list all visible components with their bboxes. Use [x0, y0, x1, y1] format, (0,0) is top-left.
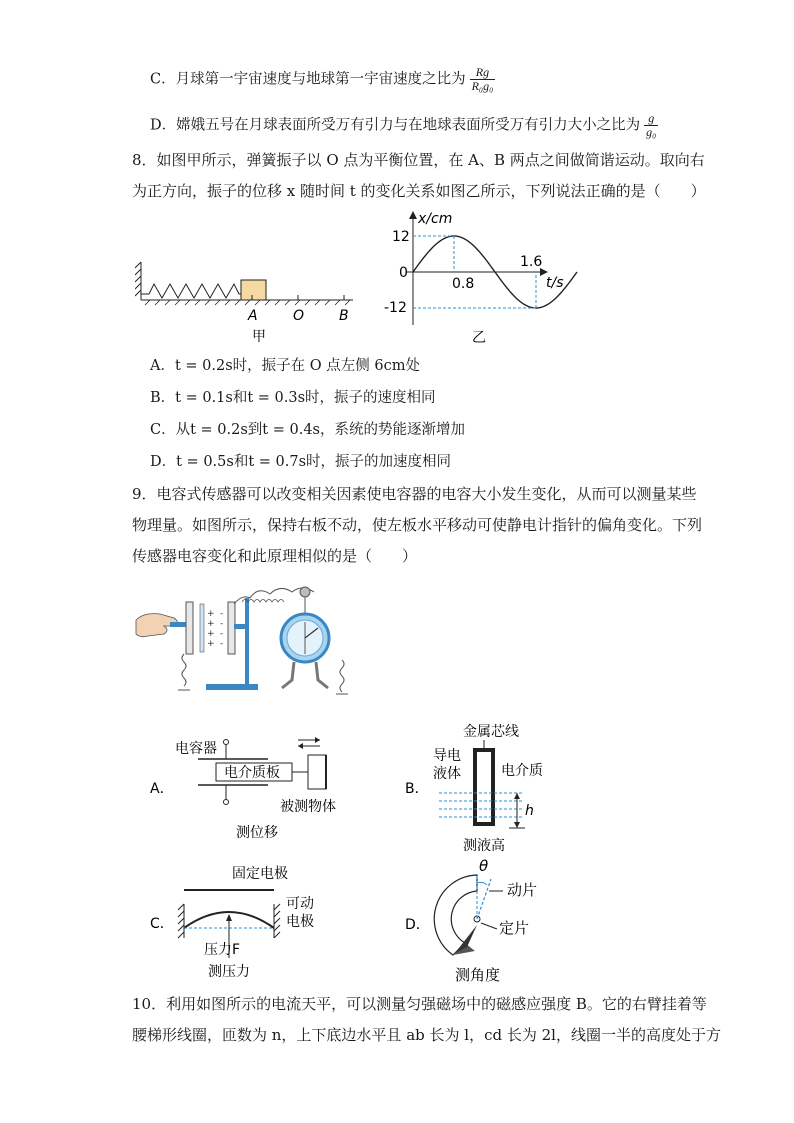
q7-option-d-text: D．嫦娥五号在月球表面所受万有引力与在地球表面所受万有引力大小之比为 [150, 117, 641, 134]
tick-label-0-8: 0.8 [452, 276, 475, 292]
q7-option-d-fraction [644, 112, 658, 139]
liquid-label-2: 液体 [433, 766, 461, 782]
q7-option-d [150, 112, 658, 139]
theta-label: θ [479, 857, 489, 875]
svg-text:+: + [207, 609, 215, 619]
q8-option-b: B．t = 0.1s和t = 0.3s时，振子的速度相同 [150, 390, 436, 406]
q9-stem-line2: 物理量。如图所示，保持右板不动，使左板水平移动可使静电计指针的偏角变化。下列 [132, 516, 703, 534]
core-label: 金属芯线 [463, 724, 519, 740]
q8-option-c: C．从t = 0.2s到t = 0.4s，系统的势能逐渐增加 [150, 422, 465, 438]
fraction-numerator: Rg [470, 66, 496, 80]
q7-option-c-text: C．月球第一宇宙速度与地球第一宇宙速度之比为 [150, 71, 466, 88]
right-plate [228, 602, 235, 654]
left-plate [186, 602, 193, 654]
stand-base [206, 684, 258, 690]
y-axis-label: x/cm [418, 211, 453, 227]
dielectric-label: 电介质 [501, 763, 543, 779]
q10-stem-line2: 腰梯形线圈，匝数为 n，上下底边水平且 ab 长为 l，cd 长为 2l，线圈一半的高度处于方 [132, 1026, 721, 1044]
q10-stem-line1: 10．利用如图所示的电流天平，可以测量匀强磁场中的磁感应强度 B。它的右臂挂着等 [132, 995, 707, 1013]
q9-apparatus-figure [134, 580, 374, 705]
caption-c: 测压力 [208, 964, 250, 980]
q8-option-d: D．t = 0.5s和t = 0.7s时，振子的加速度相同 [150, 454, 452, 470]
fraction-numerator: g [644, 112, 658, 126]
tick-label-12: 12 [392, 229, 410, 245]
floor-hatch [145, 300, 350, 305]
q7-option-c [150, 66, 495, 93]
tick-label-1-6: 1.6 [520, 254, 543, 270]
fraction-denominator: R₀g₀ [471, 79, 494, 93]
moving-plate [477, 879, 491, 919]
q9-stem-line1: 9．电容式传感器可以改变相关因素使电容器的电容大小发生变化，从而可以测量某些 [132, 485, 697, 503]
force-label: 压力F [204, 942, 241, 958]
svg-text:-: - [220, 639, 224, 649]
movable-label-2: 电极 [286, 914, 314, 930]
option-b-letter: B． [405, 781, 429, 797]
spring [141, 284, 241, 298]
label-b: B [339, 308, 349, 324]
fraction-denominator: g₀ [646, 125, 657, 139]
moving-plate-label: 动片 [507, 881, 538, 899]
q8-figure-yi-chart [370, 205, 580, 350]
svg-text:-: - [220, 619, 224, 629]
fixed-electrode-label: 固定电极 [232, 866, 288, 882]
measured-object [308, 755, 326, 789]
oscillator-block [241, 280, 266, 300]
option-d-letter: D． [405, 917, 430, 933]
q9-figure-b [405, 720, 565, 860]
height-label: h [525, 803, 534, 819]
caption-yi: 乙 [472, 330, 486, 346]
svg-text:-: - [220, 629, 224, 639]
fixed-plate [434, 875, 477, 955]
wall-hatch [135, 262, 141, 300]
q8-stem-line1: 8．如图甲所示，弹簧振子以 O 点为平衡位置，在 A、B 两点之间做简谐运动。取向右 [132, 151, 705, 169]
label-o: O [293, 308, 305, 324]
dielectric-label: 电介质板 [224, 765, 280, 781]
capacitor-label: 电容器 [175, 741, 217, 757]
caption-a: 测位移 [236, 825, 278, 841]
svg-text:-: - [220, 609, 224, 619]
option-c-letter: C． [150, 916, 174, 932]
object-label: 被测物体 [280, 799, 336, 815]
caption-d: 测角度 [455, 966, 501, 984]
tick-label-neg12: -12 [384, 300, 407, 316]
liquid-label-1: 导电 [433, 748, 461, 764]
q8-option-a: A．t = 0.2s时，振子在 O 点左侧 6cm处 [150, 358, 420, 374]
dielectric-tube [475, 750, 493, 824]
q8-stem-line2: 为正方向，振子的位移 x 随时间 t 的变化关系如图乙所示，下列说法正确的是（ ） [132, 182, 706, 200]
q7-option-c-fraction [470, 66, 496, 93]
tick-label-0: 0 [399, 265, 408, 281]
caption-b: 测液高 [463, 838, 505, 854]
q9-stem-line3: 传感器电容变化和此原理相似的是（ ） [132, 547, 418, 565]
option-a-letter: A． [150, 781, 174, 797]
q9-figure-d [405, 855, 565, 987]
x-axis-label: t/s [546, 275, 564, 291]
caption-jia: 甲 [252, 329, 266, 345]
label-a: A [248, 308, 258, 324]
q9-figure-c [150, 860, 340, 982]
svg-text:+: + [207, 639, 215, 649]
q8-figure-jia [135, 258, 360, 350]
q9-figure-a [150, 735, 360, 845]
movable-label-1: 可动 [286, 896, 314, 912]
svg-text:+: + [207, 619, 215, 629]
svg-text:+: + [207, 629, 215, 639]
fixed-plate-label: 定片 [499, 919, 530, 937]
